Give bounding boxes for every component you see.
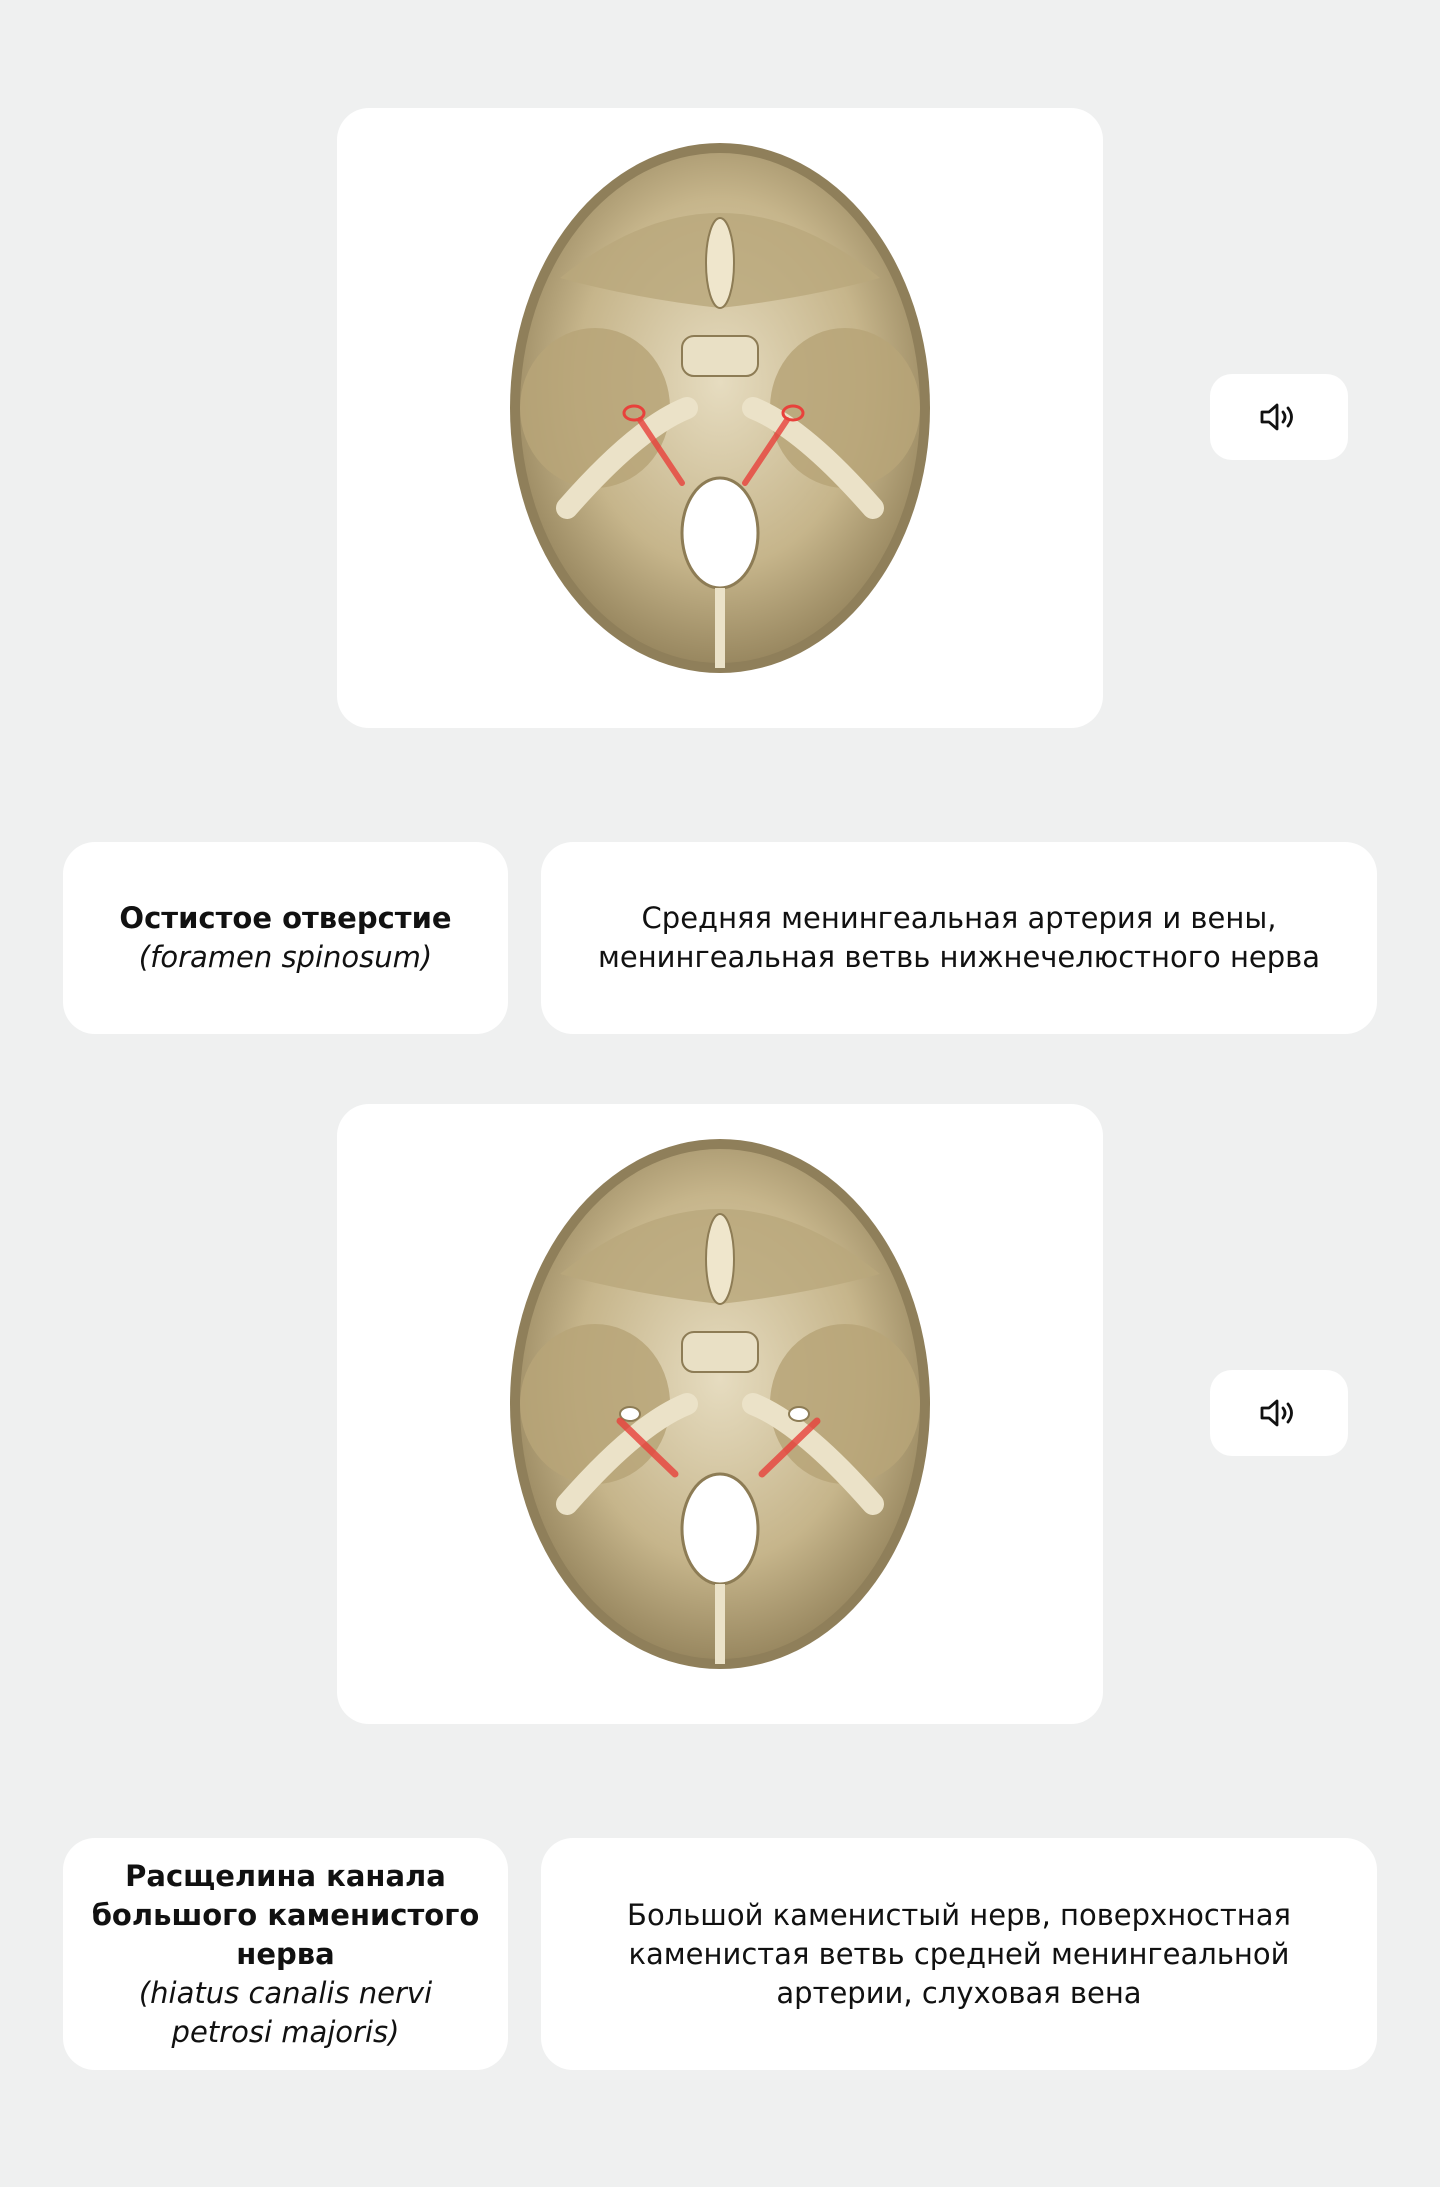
term-name: Остистое отверстие: [119, 901, 452, 935]
description-text: Большой каменистый нерв, поверхностная каменистая ветвь средней менингеальной артерии, слуховая вена: [627, 1897, 1291, 2010]
skull-base-illustration: [337, 1104, 1103, 1724]
skull-base-illustration-card: [337, 108, 1103, 728]
description-card: [541, 1838, 1377, 2070]
skull-base-illustration: [337, 108, 1103, 728]
description-card: [541, 842, 1377, 1034]
term-latin-name: (hiatus canalis nervi petrosi majoris): [138, 1975, 433, 2049]
speaker-icon: [1259, 1397, 1299, 1429]
description-text: Средняя менингеальная артерия и вены, менингеальная ветвь нижнечелюстного нерва: [597, 901, 1321, 974]
play-audio-button[interactable]: [1210, 1370, 1348, 1456]
term-card: [63, 842, 508, 1034]
speaker-icon: [1259, 401, 1299, 433]
play-audio-button[interactable]: [1210, 374, 1348, 460]
skull-base-illustration-card: [337, 1104, 1103, 1724]
term-name: Расщелина канала большого каменистого нерва: [91, 1858, 480, 1971]
term-latin-name: (foramen spinosum): [138, 940, 433, 974]
term-card: [63, 1838, 508, 2070]
